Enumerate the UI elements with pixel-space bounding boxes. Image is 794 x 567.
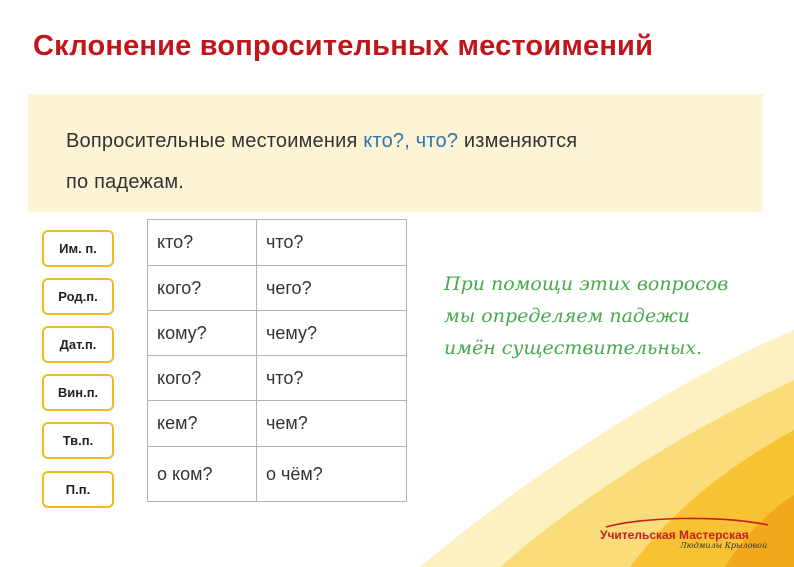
pronoun-table [147, 219, 407, 502]
table-cell-what: чем? [257, 401, 407, 447]
table-row [148, 447, 407, 502]
table-row [148, 220, 407, 266]
intro-highlight: кто?, что? [363, 130, 459, 152]
logo-main-text: Учительская Мастерская [600, 528, 749, 542]
note-line: имён существительных. [444, 337, 703, 359]
logo-sub-text: Людмилы Крыловой [680, 541, 768, 550]
intro-line-1 [66, 130, 577, 153]
case-button-dative[interactable]: Дат.п. [42, 326, 114, 363]
table-cell-who: о ком? [148, 447, 257, 502]
case-button-accusative[interactable]: Вин.п. [42, 374, 114, 411]
intro-line-2: по падежам. [66, 171, 185, 193]
case-button-instrumental[interactable]: Тв.п. [42, 422, 114, 459]
intro-box [28, 94, 763, 212]
table-cell-who: кого? [148, 266, 257, 311]
table-cell-what: чего? [257, 266, 407, 311]
note-line: мы определяем падежи [444, 305, 691, 327]
table-cell-who: кто? [148, 220, 257, 266]
intro-text-after: изменяются [458, 130, 578, 152]
table-cell-what: о чём? [257, 447, 407, 502]
explanation-note [444, 268, 728, 364]
case-button-genitive[interactable]: Род.п. [42, 278, 114, 315]
table-row [148, 266, 407, 311]
case-button-prepositional[interactable]: П.п. [42, 471, 114, 508]
table-row [148, 311, 407, 356]
table-cell-what: чему? [257, 311, 407, 356]
table-cell-who: кем? [148, 401, 257, 447]
intro-text-before: Вопросительные местоимения [66, 130, 364, 152]
publisher-logo [600, 517, 772, 551]
table-cell-who: кого? [148, 356, 257, 401]
table-cell-what: что? [257, 356, 407, 401]
table-row [148, 356, 407, 401]
table-row [148, 401, 407, 447]
note-line: При помощи этих вопросов [444, 273, 729, 295]
page-title: Склонение вопросительных местоимений [33, 30, 654, 62]
case-button-nominative[interactable]: Им. п. [42, 230, 114, 267]
table-cell-who: кому? [148, 311, 257, 356]
table-cell-what: что? [257, 220, 407, 266]
